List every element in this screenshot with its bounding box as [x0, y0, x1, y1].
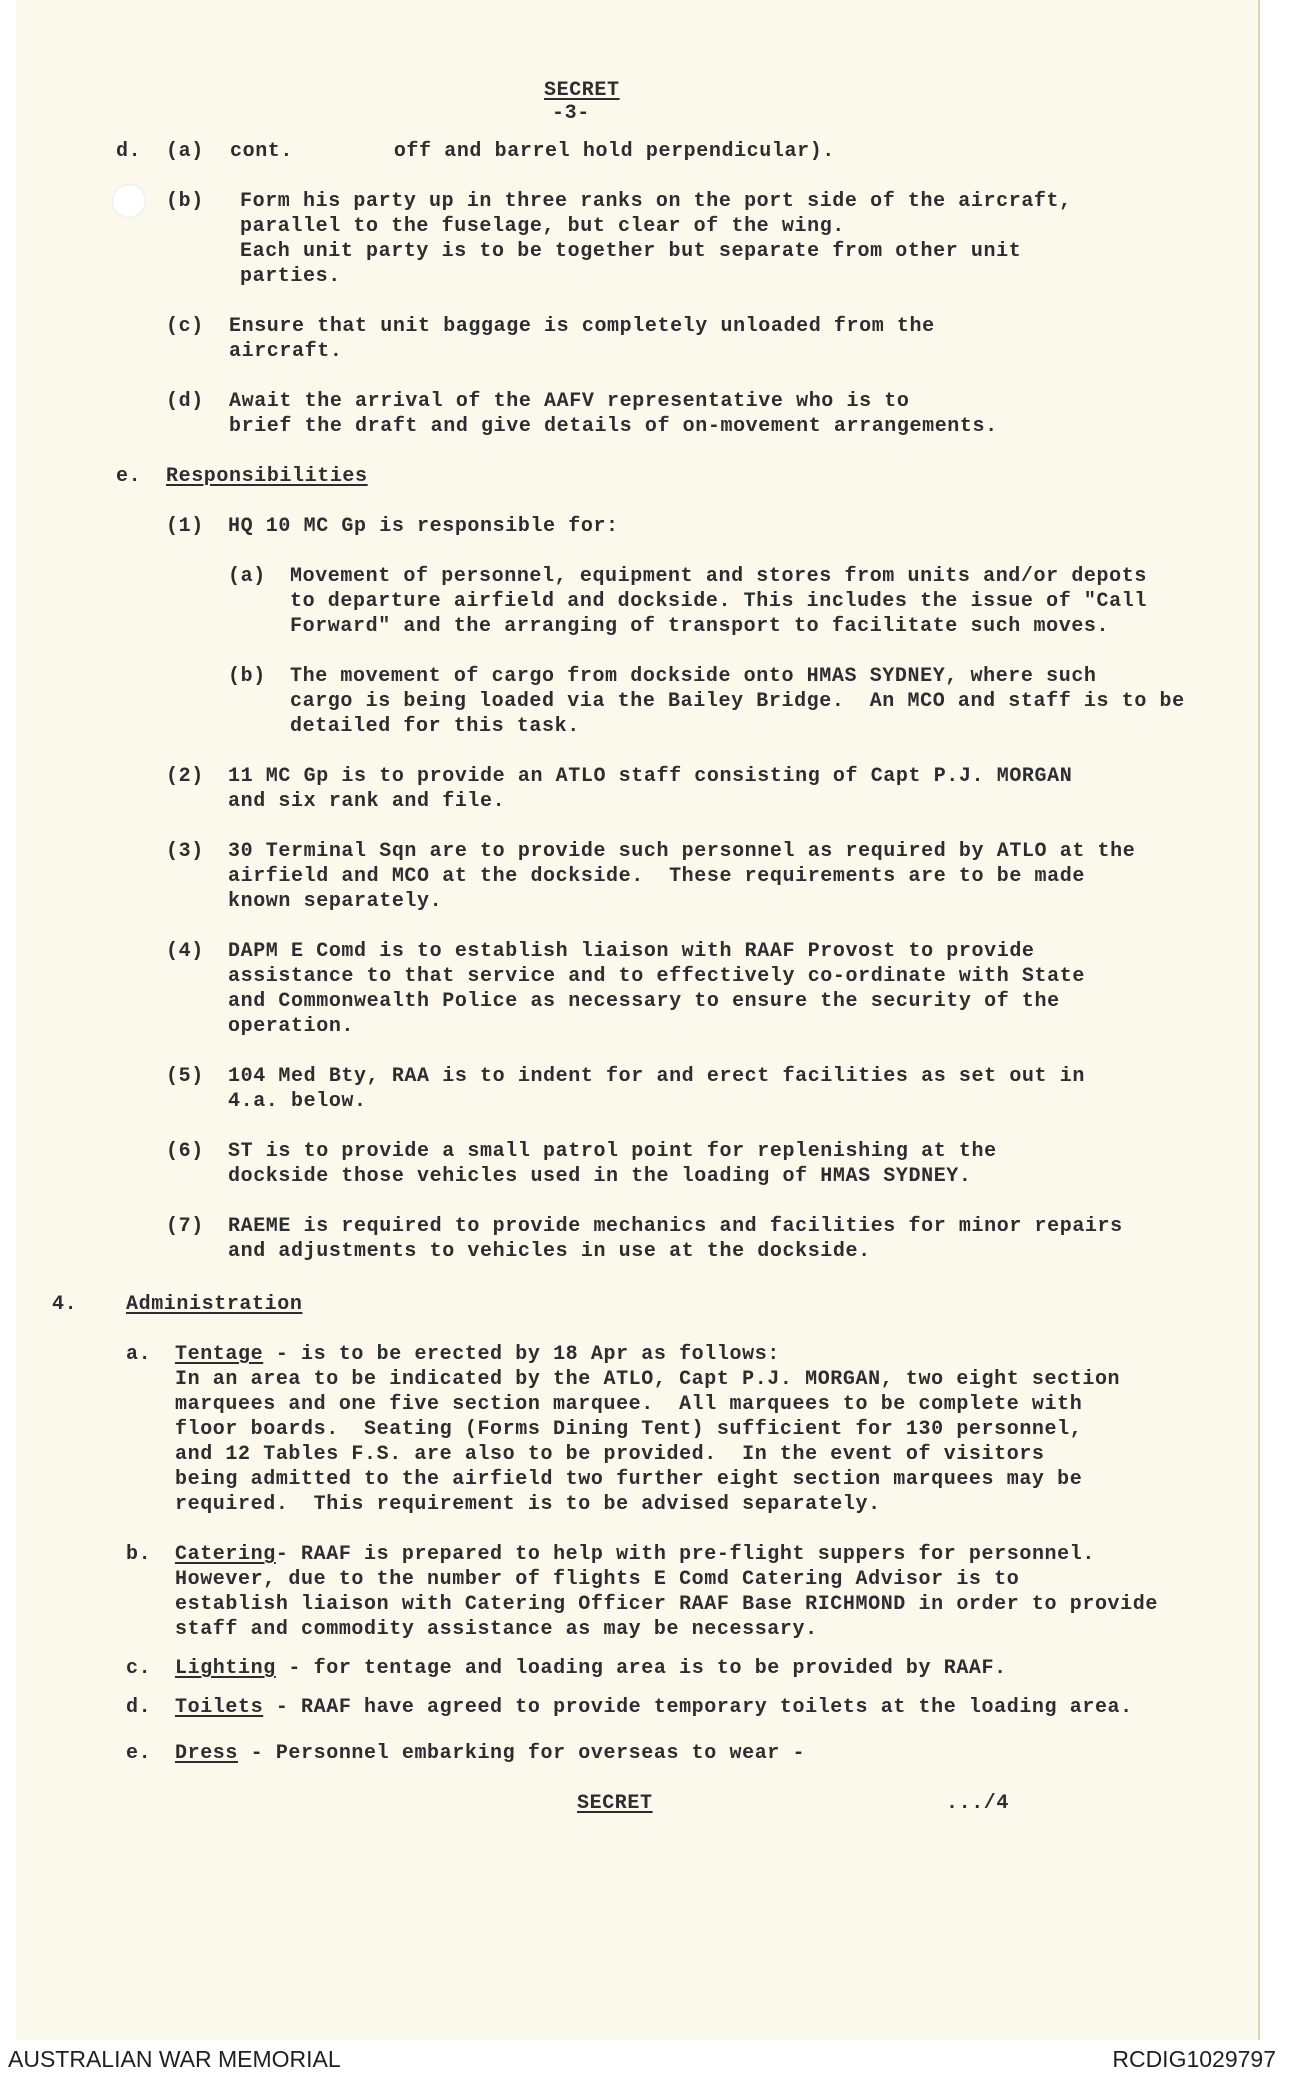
resp-item-5-line: 104 Med Bty, RAA is to indent for and erect facilities as set out in	[228, 1065, 1085, 1088]
para-d-c-line: aircraft.	[229, 340, 343, 363]
resp-item-5-line: 4.a. below.	[228, 1090, 367, 1113]
lighting-text: - for tentage and loading area is to be provided by RAAF.	[275, 1657, 1007, 1680]
page-number: -3-	[552, 102, 590, 125]
dress-title: Dress	[175, 1742, 239, 1765]
para-d-b-line: parties.	[240, 265, 341, 288]
resp-item-7-line: and adjustments to vehicles in use at the dockside.	[228, 1240, 871, 1263]
para-d-d-line: Await the arrival of the AAFV representative who is to	[229, 390, 910, 413]
resp-sub-b-line: detailed for this task.	[290, 715, 580, 738]
toilets-text: - RAAF have agreed to provide temporary toilets at the loading area.	[263, 1696, 1133, 1719]
para-d-b-line: Form his party up in three ranks on the port side of the aircraft,	[240, 190, 1072, 213]
para-d-c-num: (c)	[166, 315, 204, 338]
resp-sub-a-line: Forward" and the arranging of transport to facilitate such moves.	[290, 615, 1110, 638]
tentage-line: being admitted to the airfield two further eight section marquees may be	[175, 1468, 1083, 1491]
resp-item-1-text: HQ 10 MC Gp is responsible for:	[228, 515, 619, 538]
document-page	[16, 0, 1260, 2040]
resp-item-6-line: dockside those vehicles used in the loading of HMAS SYDNEY.	[228, 1165, 972, 1188]
resp-item-4-line: DAPM E Comd is to establish liaison with RAAF Provost to provide	[228, 940, 1035, 963]
para-d-d-num: (d)	[166, 390, 204, 413]
lighting-label: c.	[126, 1657, 152, 1680]
para-d-label: d.	[116, 140, 142, 163]
tentage-first-line	[175, 1342, 780, 1367]
catering-first-text: - RAAF is prepared to help with pre-flight suppers for personnel.	[275, 1543, 1095, 1566]
resp-item-3-num: (3)	[166, 840, 204, 863]
resp-sub-a-num: (a)	[228, 565, 266, 588]
catering-title: Catering	[175, 1543, 276, 1566]
lighting-line	[175, 1656, 1007, 1681]
para-d-d-line: brief the draft and give details of on-movement arrangements.	[229, 415, 998, 438]
resp-item-3-line: 30 Terminal Sqn are to provide such personnel as required by ATLO at the	[228, 840, 1136, 863]
tentage-label: a.	[126, 1343, 152, 1366]
resp-sub-a-line: to departure airfield and dockside. This includes the issue of "Call	[290, 590, 1147, 613]
continued-marker: .../4	[946, 1792, 1010, 1815]
tentage-line: In an area to be indicated by the ATLO, Capt P.J. MORGAN, two eight section	[175, 1368, 1121, 1391]
resp-item-4-num: (4)	[166, 940, 204, 963]
resp-item-1-num: (1)	[166, 515, 204, 538]
administration-heading: Administration	[126, 1293, 303, 1316]
tentage-line: marquees and one five section marquee. All marquees to be complete with	[175, 1393, 1083, 1416]
para-e-label: e.	[116, 465, 142, 488]
catering-label: b.	[126, 1543, 152, 1566]
resp-item-3-line: known separately.	[228, 890, 443, 913]
resp-item-6-num: (6)	[166, 1140, 204, 1163]
classification-header: SECRET	[544, 79, 620, 102]
resp-item-5-num: (5)	[166, 1065, 204, 1088]
toilets-label: d.	[126, 1696, 152, 1719]
para-d-b-num: (b)	[166, 190, 204, 213]
resp-item-4-line: assistance to that service and to effectively co-ordinate with State	[228, 965, 1085, 988]
resp-item-6-line: ST is to provide a small patrol point for replenishing at the	[228, 1140, 997, 1163]
resp-item-2-line: and six rank and file.	[228, 790, 506, 813]
tentage-line: floor boards. Seating (Forms Dining Tent) sufficient for 130 personnel,	[175, 1418, 1083, 1441]
catering-first-line	[175, 1542, 1095, 1567]
resp-item-3-line: airfield and MCO at the dockside. These requirements are to be made	[228, 865, 1085, 888]
resp-sub-b-line: The movement of cargo from dockside onto HMAS SYDNEY, where such	[290, 665, 1097, 688]
resp-sub-b-line: cargo is being loaded via the Bailey Bridge. An MCO and staff is to be	[290, 690, 1185, 713]
catering-line: However, due to the number of flights E Comd Catering Advisor is to	[175, 1568, 1020, 1591]
resp-item-2-line: 11 MC Gp is to provide an ATLO staff consisting of Capt P.J. MORGAN	[228, 765, 1073, 788]
responsibilities-heading: Responsibilities	[166, 465, 368, 488]
resp-sub-b-num: (b)	[228, 665, 266, 688]
catering-line: establish liaison with Catering Officer RAAF Base RICHMOND in order to provide	[175, 1593, 1158, 1616]
resp-sub-a-line: Movement of personnel, equipment and stores from units and/or depots	[290, 565, 1147, 588]
para-d-b-line: parallel to the fuselage, but clear of the wing.	[240, 215, 845, 238]
para-d-a-line: cont. off and barrel hold perpendicular).	[230, 140, 835, 163]
resp-item-7-num: (7)	[166, 1215, 204, 1238]
tentage-first-text: - is to be erected by 18 Apr as follows:	[263, 1343, 780, 1366]
resp-item-2-num: (2)	[166, 765, 204, 788]
tentage-line: and 12 Tables F.S. are also to be provided. In the event of visitors	[175, 1443, 1045, 1466]
resp-item-4-line: operation.	[228, 1015, 355, 1038]
dress-label: e.	[126, 1742, 152, 1765]
lighting-title: Lighting	[175, 1657, 276, 1680]
resp-item-4-line: and Commonwealth Police as necessary to ensure the security of the	[228, 990, 1060, 1013]
section-4-num: 4.	[52, 1293, 78, 1316]
para-d-c-line: Ensure that unit baggage is completely unloaded from the	[229, 315, 935, 338]
classification-footer: SECRET	[577, 1792, 653, 1815]
para-d-b-line: Each unit party is to be together but separate from other unit	[240, 240, 1022, 263]
resp-item-7-line: RAEME is required to provide mechanics and facilities for minor repairs	[228, 1215, 1123, 1238]
toilets-title: Toilets	[175, 1696, 264, 1719]
punch-hole	[112, 184, 146, 218]
archive-credit: AUSTRALIAN WAR MEMORIAL	[8, 2046, 341, 2072]
dress-line	[175, 1741, 805, 1766]
archive-id: RCDIG1029797	[1112, 2046, 1276, 2072]
tentage-line: required. This requirement is to be advised separately.	[175, 1493, 881, 1516]
dress-text: - Personnel embarking for overseas to wear -	[238, 1742, 806, 1765]
para-d-a-num: (a)	[166, 140, 204, 163]
toilets-line	[175, 1695, 1133, 1720]
catering-line: staff and commodity assistance as may be necessary.	[175, 1618, 818, 1641]
tentage-title: Tentage	[175, 1343, 264, 1366]
